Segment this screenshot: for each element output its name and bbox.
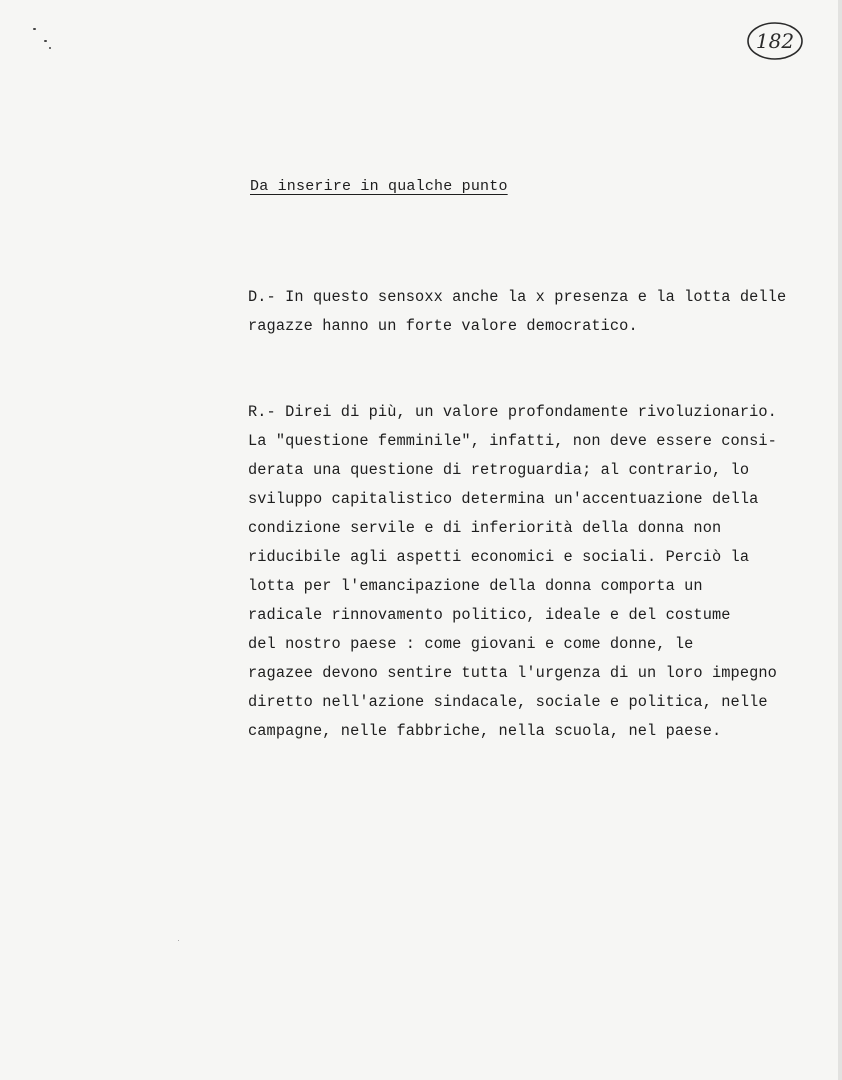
page-number-text: 182 <box>755 29 795 53</box>
question-line: ragazze hanno un forte valore democratico. <box>248 317 638 335</box>
answer-line: riducibile agli aspetti economici e sociali. Perciò la <box>248 548 750 566</box>
handwritten-page-number <box>744 20 804 62</box>
question-line: D.- In questo sensoxx anche la x presenza e la lotta delle <box>248 288 787 306</box>
answer-line: ragazee devono sentire tutta l'urgenza di un loro impegno <box>248 664 777 682</box>
scan-speck <box>178 940 179 941</box>
answer-line: condizione servile e di inferiorità della donna non <box>248 519 722 537</box>
answer-line: derata una questione di retroguardia; al contrario, lo <box>248 461 750 479</box>
answer-line: La "questione femminile", infatti, non deve essere consi- <box>248 432 777 450</box>
scan-speck <box>44 40 47 42</box>
answer-line: radicale rinnovamento politico, ideale e del costume <box>248 606 731 624</box>
answer-line: campagne, nelle fabbriche, nella scuola, nel paese. <box>248 722 722 740</box>
answer-line: sviluppo capitalistico determina un'accentuazione della <box>248 490 759 508</box>
answer-line: diretto nell'azione sindacale, sociale e politica, nelle <box>248 693 768 711</box>
answer-paragraph <box>248 398 777 746</box>
scan-speck <box>49 47 51 49</box>
question-paragraph <box>248 283 786 341</box>
answer-line: del nostro paese : come giovani e come donne, le <box>248 635 694 653</box>
answer-line: R.- Direi di più, un valore profondamente rivoluzionario. <box>248 403 777 421</box>
page-number-stamp <box>744 20 804 62</box>
answer-line: lotta per l'emancipazione della donna comporta un <box>248 577 703 595</box>
page-edge <box>838 0 842 1080</box>
scan-speck <box>33 28 36 30</box>
section-heading: Da inserire in qualche punto <box>250 178 508 195</box>
